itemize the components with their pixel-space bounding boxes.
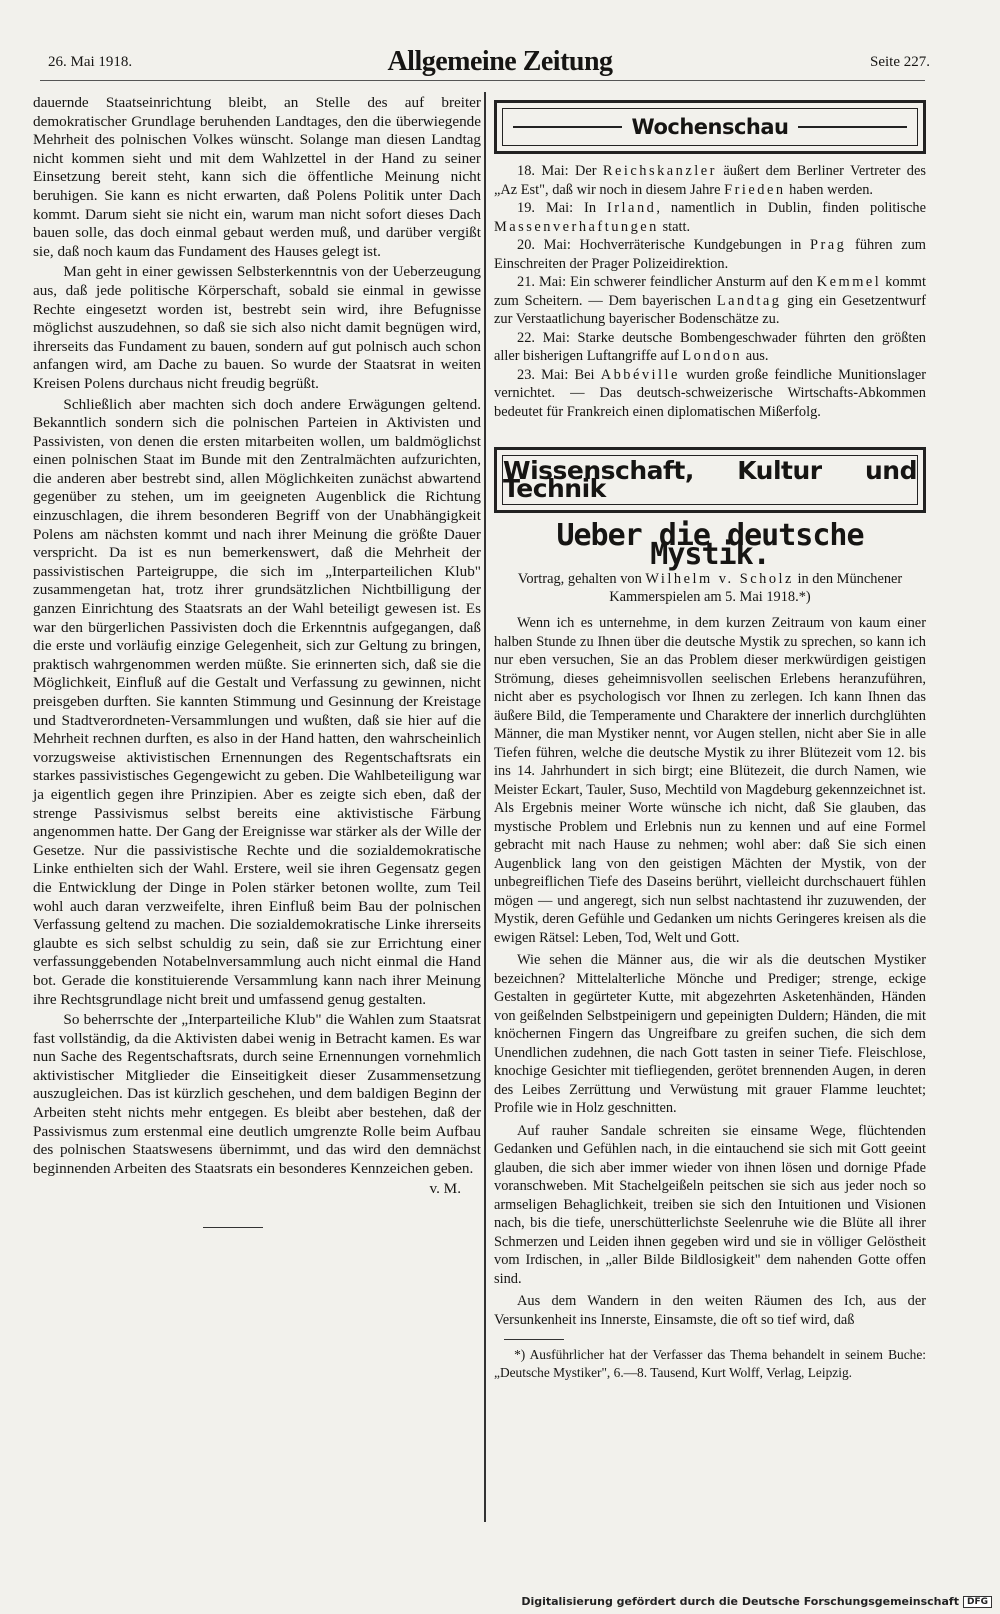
- left-column: [33, 94, 481, 1228]
- wochenschau-list: [494, 162, 926, 421]
- dfg-logo: DFG: [963, 1596, 992, 1608]
- credit-text: Digitalisierung gefördert durch die Deutsche Forschungsgemeinschaft: [521, 1595, 959, 1608]
- footnote: *) Ausführlicher hat der Verfasser das Thema behandelt in seinem Buche: „Deutsche Mystiker", 6.—8. Tausend, Kurt Wolff, Verlag, Leipzig.: [494, 1347, 926, 1380]
- footnote-rule: [504, 1339, 564, 1340]
- digitization-credit: [521, 1595, 992, 1608]
- news-item: 23. Mai: Bei Abbéville wurden große feindliche Munitionslager vernichtet. — Das deutsch-schweizerische Wirtschafts-Abkommen bedeutet für Frankreich einen diplomatischen Mißerfolg.: [494, 366, 926, 420]
- header-rule: [40, 80, 925, 81]
- article-body: [494, 614, 926, 1329]
- end-rule: [203, 1227, 263, 1228]
- author-signature: v. M.: [429, 1180, 461, 1198]
- news-item: 19. Mai: In Irland, namentlich in Dublin, finden politische Massenverhaftungen statt.: [494, 200, 926, 235]
- left-paragraph: dauernde Staatseinrichtung bleibt, an Stelle des auf breiter demokratischer Grundlage beruhenden Landtages, den die überwiegende Mehrheit des polnischen Volkes wünscht. Solange man diesen Landtag nicht kommen sieht und mit dem Wahlzettel in der Hand zu seiner Einsetzung bereit steht, kann sich die öffentliche Meinung nicht beruhigen. Sie kann es nicht erwarten, daß Polens Politik unter Dach kommt. Darum sieht sie nicht ein, warum man nicht sofort dieses Dach bauen solle, das doch einmal gebaut werden muß, und darüber vergißt sie, daß noch kaum das Fundament des Hauses gelegt ist.: [33, 94, 481, 260]
- article-paragraph: Auf rauher Sandale schreiten sie einsame Wege, flüchtenden Gedanken und Gefühlen nach, in die eintauchend sie sich mit Gott geeint glauben, die sich aber immer wieder von ihnen lösen und dornige Pfade voranschweben. Mit Stachelgeißeln peitschen sie sich aus jeder noch so armseligen Behaglichkeit, treiben sie sich den Intuitionen und Visionen nach, bis die tiefe, unerschütterlichste Seelenruhe wie die Blüte all ihrer Schmerzen und Leiden ihnen gegeben wird und sie in völliger Gelöstheit vom Irdischen, in „aller Bilde Bildlosigkeit" dem nahenden Gotte offen sind.: [494, 1122, 926, 1287]
- article-subtitle: Vortrag, gehalten von Wilhelm v. Scholz in den Münchener Kammerspielen am 5. Mai 1918.*): [517, 571, 903, 605]
- news-item: 20. Mai: Hochverräterische Kundgebungen in Prag führen zum Einschreiten der Prager Polizeidirektion.: [494, 237, 927, 272]
- article-paragraph: Wenn ich es unternehme, in dem kurzen Zeitraum von kaum einer halben Stunde zu Ihnen über die deutsche Mystik zu sprechen, so kann ich nur eben versuchen, Sie an das Problem dieser merkwürdigen geistigen Strömung, dieses geheimnisvollen seelischen Erlebens heranzuführen, nicht aber es psychologisch vor Ihnen zu zerlegen. Ich kann Ihnen das äußere Bild, die Temperamente und Charaktere der innerlich durchglühten Männer, die man Mystiker nennt, vor Augen stellen, nicht aber Sie in alle Tiefen führen, welche die deutsche Mystik zu ihrer Blütezeit vom 12. bis ins 14. Jahrhundert in sich birgt; eine Blütezeit, die durch Namen, wie Meister Eckart, Tauler, Suso, Mechtild von Magdeburg gekennzeichnet ist. Als Ergebnis meiner Worte wünsche ich nicht, daß Sie glauben, das mystische Problem und Erlebnis nun zu kennen und auf eine Formel gebracht mit nach Hause zu nehmen; wohl aber: daß Sie sich einen Augenblick lang von den geistigen Mächten der Mystik, von der unbegreiflichen Tiefe des Daseins berührt, vielleicht durchschauert fühlen mögen — und angeregt, sich nun selbst nachtastend ihr zuzuwenden, der Mystik, deren Gefühle und Gedanken um nichts Geringeres kreisen als die ewigen Rätsel: Leben, Tod, Welt und Gott.: [494, 615, 926, 946]
- column-divider: [484, 92, 486, 1522]
- ornament-line: [798, 126, 907, 128]
- left-paragraph: Schließlich aber machten sich doch andere Erwägungen geltend. Bekanntlich sondern sich die polnischen Parteien in Aktivisten und Passivisten, von denen die ersten mitarbeiten wollen, um baldmöglichst einen polnischen Staat im Bunde mit den Zentralmächten aufzurichten, die anderen aber bestrebt sind, allen Möglichkeiten zunächst abwartend gegenüber zu stehen, um im geeigneten Augenblick die Richtung einzuschlagen, die ihrem besonderen Begriff von der Unabhängigkeit Polens am nächsten kommt und nach ihrer Meinung die größte Dauer verspricht. Da ist es nun bemerkenswert, daß die Mehrheit der passivistischen Parteigruppe, die sich im „Interparteilichen Klub" zusammengetan hat, trotz ihrer grundsätzlichen Nichtbilligung der ganzen Einrichtung des Staatsrats an der Wahl beteiligt gewesen ist. Es war den bürgerlichen Passivisten doch die Erkenntnis aufgegangen, daß die erste und vorläufig einzige Gelegenheit, sich zur Geltung zu bringen, praktisch wahrgenommen werden müßte. Sie erinnerten sich, daß sie die Möglichkeit, Einfluß auf die Gestalt und Verfassung zu gewinnen, nicht preisgeben durften. Sie kannten Stimmung und Gesinnung der Kreistage und Stadtverordneten-Versammlungen und wußten, daß sie hier auf die Mehrheit rechnen durften, es also in der Hand hatten, den wahrscheinlich vorzugsweise aktivistischen Ernennungen des Regentschaftsrats ein starkes passivistisches Gegengewicht zu geben. Die Wahlbeteiligung war ja eigentlich gegen ihre Prinzipien. Aber es zeigte sich eben, daß der strenge Passivismus selbst bereits eine aktivistische Färbung angenommen hatte. Der Gang der Ereignisse war stärker als der Wille der Gesetze. Nur die passivistische Rechte und die sozialdemokratische Linke enthielten sich der Wahl. Erstere, weil sie ihren Gegensatz gegen die Entwicklung der Dinge in Polen stärker betonen wollte, zum Teil wohl auch daran verzweifelte, ihren Einfluß beim Bau der polnischen Verfassung geltend zu machen. Die sozialdemokratische Linke ihrerseits glaubte es sich selbst schuldig zu sein, daß sie zur Errichtung einer verfassunggebenden Notabelnversammlung auch nicht einmal die Hand bot. Gerade die konstituierende Versammlung kann nach ihrer Meinung ihre Rechtsgrundlage nicht breit und umfassend genug gestalten.: [33, 395, 481, 1008]
- section-title: Wissenschaft, Kultur und Technik: [503, 455, 917, 503]
- article-title: Ueber die deutsche Mystik.: [556, 518, 864, 572]
- news-item: 22. Mai: Starke deutsche Bombengeschwader führten den größten aller bisherigen Luftangriffe auf London aus.: [494, 329, 926, 364]
- right-column: [494, 100, 926, 1381]
- article-paragraph: Wie sehen die Männer aus, die wir als die deutschen Mystiker bezeichnen? Mittelalterliche Mönche und Prediger; strenge, eckige Gestalten in gegürteter Kutte, mit abgezehrten Asketenhänden, Händen von geißelnden Selbstpeinigern und gepeinigten Duldern; Händen, die mit knöchernen Fingern das Ungreifbare zu greifen suchen, die sich dem Unendlichen zudehnen, die nach Gott tasten in seiner Tiefe. Fleischlose, knochige Gesichter mit tiefliegenden, gerötet brennenden Augen, in deren des Leibes Zerrüttung und Verwüstung mit grauer Flamme leuchtet; Profile wie in Holz geschnitten.: [494, 952, 926, 1116]
- left-paragraph: Man geht in einer gewissen Selbsterkenntnis von der Ueberzeugung aus, daß jede politische Körperschaft, sobald sie einmal in gewisse Rechte eingesetzt worden ist, bestrebt sein wird, ihre Befugnisse möglichst auszudehnen, so daß sie sich also nicht damit begnügen wird, ihrerseits das Fundament zu bauen, sondern auf gut polnisch auch schon anfangen wird, am Dache zu bauen. So wurde der Staatsrat in weiten Kreisen Polens durchaus nicht freudig begrüßt.: [33, 263, 481, 392]
- masthead-title: Allgemeine Zeitung: [387, 46, 613, 77]
- news-item: 18. Mai: Der Reichskanzler äußert dem Berliner Vertreter des „Az Est", daß wir noch in diesem Jahre Frieden haben werden.: [494, 163, 926, 198]
- section-header-box: [494, 447, 926, 513]
- ornament-line: [513, 126, 622, 128]
- left-paragraph: So beherrschte der „Interparteiliche Klub" die Wahlen zum Staatsrat fast vollständig, da die Aktivisten dabei wenig in Betracht kamen. Es war nun Sache des Regentschaftsrats, durch seine Ernennungen vornehmlich aktivistischer Mitglieder die Einseitigkeit dieser Zusammensetzung auszugleichen. Das ist kürzlich geschehen, und dem baldigen Beginn der Arbeiten steht nichts mehr entgegen. Es bleibt aber bestehen, daß der Passivismus zum erstenmal eine deutlich umgrenzte Rolle beim Aufbau des polnischen Staatswesens übernimmt, und das wird den demnächst beginnenden Arbeiten des Staatsrats ein besonderes Kennzeichen geben.: [33, 1011, 481, 1177]
- wochenschau-header-box: [494, 100, 926, 154]
- news-item: 21. Mai: Ein schwerer feindlicher Ansturm auf den Kemmel kommt zum Scheitern. — Dem bayerischen Landtag ging ein Gesetzentwurf zur Verstaatlichung bayerischer Bodenschätze zu.: [494, 274, 927, 327]
- page-number: Seite 227.: [870, 54, 930, 70]
- article-paragraph: Aus dem Wandern in den weiten Räumen des Ich, aus der Versunkenheit ins Innerste, Einsamste, die oft so tief wird, daß: [494, 1293, 926, 1328]
- issue-date: 26. Mai 1918.: [48, 54, 133, 70]
- wochenschau-title: Wochenschau: [631, 114, 789, 139]
